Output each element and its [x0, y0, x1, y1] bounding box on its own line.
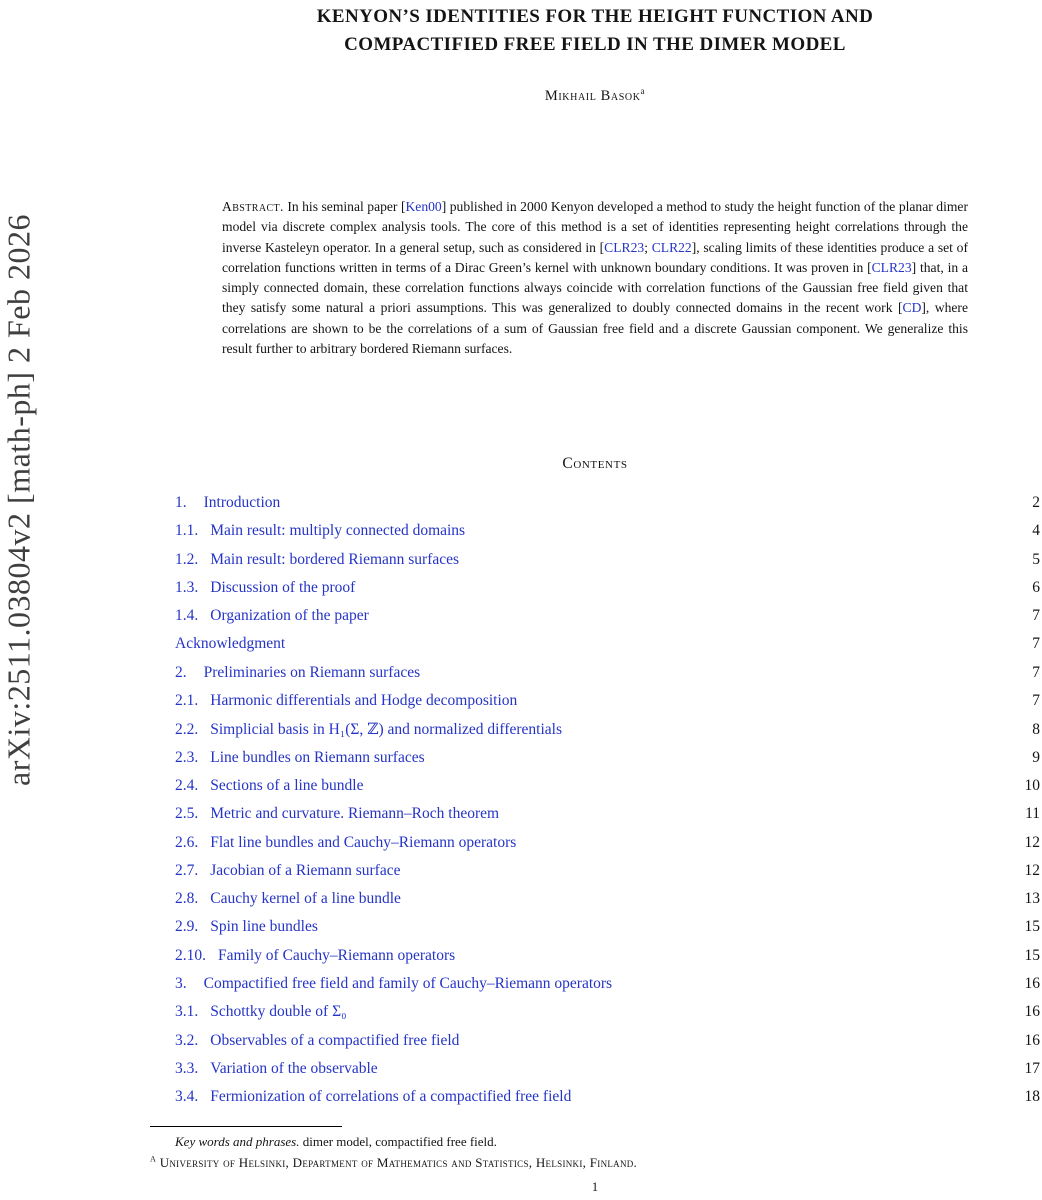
toc-entry-number: 1.2.	[175, 550, 199, 568]
toc-entry-link[interactable]	[175, 720, 562, 739]
toc-entry-title: Discussion of the proof	[210, 578, 356, 596]
toc-entry-link[interactable]	[175, 579, 355, 597]
toc-entry-link[interactable]	[175, 635, 285, 653]
toc-entry-page[interactable]: 16	[1024, 975, 1040, 993]
toc-entry	[175, 834, 1040, 862]
toc-entry-number: 2.4.	[175, 776, 199, 794]
footnote-rule	[150, 1126, 342, 1127]
toc-entry-title: Main result: multiply connected domains	[210, 522, 466, 540]
author-name: Mikhail Basok	[544, 88, 641, 104]
toc-entry-page[interactable]: 11	[1025, 805, 1040, 823]
abstract-label: Abstract.	[222, 199, 284, 214]
abstract	[222, 197, 968, 359]
toc-entry-link[interactable]	[175, 494, 280, 512]
toc-entry	[175, 607, 1040, 635]
toc-entry-title: Main result: bordered Riemann surfaces	[210, 550, 460, 568]
toc-entry-link[interactable]	[175, 1060, 378, 1078]
toc-entry	[175, 1088, 1040, 1116]
toc-entry-link[interactable]	[175, 1032, 459, 1050]
toc-entry-link[interactable]	[175, 692, 517, 710]
page-content	[150, 0, 1040, 1200]
toc-entry-number: 2.8.	[175, 890, 199, 908]
toc-entry-page[interactable]: 8	[1032, 721, 1040, 739]
toc-entry-number: 3.3.	[175, 1059, 199, 1077]
toc-entry-page[interactable]: 7	[1032, 607, 1040, 625]
toc-entry-page[interactable]: 10	[1024, 776, 1040, 794]
toc-entry-number: 2.10.	[175, 946, 206, 964]
toc-entry-link[interactable]	[175, 607, 369, 625]
toc-entry-number: 2.3.	[175, 748, 199, 766]
toc-entry-link[interactable]	[175, 890, 401, 908]
toc-entry-page[interactable]: 7	[1032, 663, 1040, 681]
toc-entry	[175, 522, 1040, 550]
paper-title-line-2: COMPACTIFIED FREE FIELD IN THE DIMER MODEL	[344, 34, 846, 55]
abstract-text-segment: ] that, in a simply connected domain, these correlation functions always coincide with correlation functions of the Gaussian free field given that they satisfy some natural a priori assumptions. This was generalized to doubly connected domains in the recent work [	[222, 259, 968, 316]
abstract-body	[222, 199, 968, 356]
paper-title-line-1: KENYON’S IDENTITIES FOR THE HEIGHT FUNCTION AND	[316, 6, 874, 27]
toc-entry	[175, 720, 1040, 748]
arxiv-stamp: arXiv:2511.03804v2 [math-ph] 2 Feb 2026	[0, 213, 37, 787]
toc-entry-number: 1.	[175, 494, 187, 511]
toc-entry-number: 2.7.	[175, 861, 199, 879]
toc-entry-link[interactable]	[175, 947, 455, 965]
toc-entry-title: Observables of a compactified free field	[210, 1031, 460, 1049]
toc-entry-title: Jacobian of a Riemann surface	[210, 861, 401, 879]
toc-entry	[175, 494, 1040, 522]
toc-entry-page[interactable]: 5	[1032, 550, 1040, 568]
toc-entry-title: Cauchy kernel of a line bundle	[210, 890, 401, 908]
toc-entry-link[interactable]	[175, 918, 318, 936]
abstract-text-segment: In his seminal paper [	[283, 199, 406, 214]
toc-entry-number: 2.6.	[175, 833, 199, 851]
affiliation-marker: A	[150, 1154, 157, 1164]
toc-entry	[175, 664, 1040, 692]
toc-entry-number: 2.5.	[175, 805, 199, 823]
toc-entry	[175, 777, 1040, 805]
toc-entry-title: Acknowledgment	[175, 635, 286, 653]
toc-entry-page[interactable]: 17	[1024, 1059, 1040, 1077]
abstract-text-segment: ;	[644, 239, 652, 255]
toc-entry-title: Harmonic differentials and Hodge decomposition	[210, 692, 518, 710]
toc-entry	[175, 1060, 1040, 1088]
toc-entry-title: Organization of the paper	[210, 607, 369, 625]
toc-entry	[175, 918, 1040, 946]
contents-heading: Contents	[562, 455, 628, 472]
citation-link[interactable]: Ken00	[405, 199, 442, 214]
toc-entry-link[interactable]	[175, 777, 364, 795]
toc-entry-title: Variation of the observable	[210, 1059, 378, 1077]
toc-entry-title: Schottky double of Σ₀	[210, 1003, 347, 1021]
toc-entry-number: 3.2.	[175, 1031, 199, 1049]
toc-entry	[175, 692, 1040, 720]
toc-entry	[175, 749, 1040, 777]
toc-entry-link[interactable]	[175, 1003, 347, 1021]
toc-entry-number: 2.9.	[175, 918, 199, 936]
toc-entry-title: Spin line bundles	[210, 918, 318, 936]
toc-entry-link[interactable]	[175, 551, 459, 569]
toc-entry	[175, 1032, 1040, 1060]
affiliation-line	[150, 1153, 1040, 1173]
citation-link[interactable]: CLR22	[651, 239, 692, 255]
toc-entry-page[interactable]: 7	[1032, 635, 1040, 653]
citation-link[interactable]: CLR23	[604, 239, 645, 255]
abstract-text-segment: ], scaling limits of these identities produce a set of correlation functions written in terms of a Dirac Green’s kernel with unknown boundary conditions. It was proven in [	[222, 239, 968, 275]
toc-entry-page[interactable]: 16	[1024, 1031, 1040, 1049]
toc-entry-link[interactable]	[175, 749, 425, 767]
abstract-text-segment: ], where correlations are shown to be the correlations of a sum of Gaussian free field and a discrete Gaussian component. We generalize this result further to arbitrary bordered Riemann surfaces.	[222, 300, 968, 357]
toc-list	[175, 494, 1040, 1117]
toc-entry-title: Flat line bundles and Cauchy–Riemann operators	[210, 833, 517, 851]
toc-entry-title: Preliminaries on Riemann surfaces	[203, 663, 421, 681]
toc-entry	[175, 805, 1040, 833]
toc-entry-number: 3.1.	[175, 1003, 199, 1021]
toc-entry-page[interactable]: 12	[1024, 861, 1040, 879]
toc-entry	[175, 890, 1040, 918]
author-line	[150, 88, 1040, 105]
keywords-line	[175, 1132, 1040, 1152]
toc-entry-page[interactable]: 7	[1032, 692, 1040, 710]
toc-entry-title: Simplicial basis in H₁(Σ, ℤ) and normalized differentials	[210, 721, 562, 739]
abstract-text-segment: ] published in 2000 Kenyon developed a method to study the height function of the planar dimer model via discrete complex analysis tools. The core of this method is a set of identities representing height correlations through the inverse Kasteleyn operator. In a general setup, such as considered in [	[222, 199, 968, 255]
toc-entry-number: 1.3.	[175, 578, 199, 596]
toc-entry-page[interactable]: 15	[1024, 918, 1040, 936]
toc-entry-title: Line bundles on Riemann surfaces	[210, 748, 425, 766]
toc-entry-page[interactable]: 4	[1032, 522, 1040, 540]
toc-entry-title: Family of Cauchy–Riemann operators	[218, 946, 456, 964]
toc-entry-link[interactable]	[175, 805, 499, 823]
toc-entry-page[interactable]: 2	[1032, 494, 1040, 511]
toc-entry-number: 1.1.	[175, 522, 199, 540]
toc-entry-number: 3.	[175, 975, 187, 993]
toc-entry	[175, 975, 1040, 1003]
toc-entry-number: 2.2.	[175, 721, 199, 739]
paper-title	[150, 0, 1040, 59]
toc-entry-link[interactable]	[175, 1088, 571, 1106]
toc-entry-title: Compactified free field and family of Cauchy–Riemann operators	[203, 975, 613, 993]
toc-entry-link[interactable]	[175, 522, 465, 540]
toc-entry	[175, 551, 1040, 579]
toc-entry-number: 2.	[175, 663, 187, 681]
affiliation-text: University of Helsinki, Department of Mathematics and Statistics, Helsinki, Finland.	[159, 1154, 638, 1170]
toc-entry-title: Metric and curvature. Riemann–Roch theorem	[210, 805, 500, 823]
toc-entry-page[interactable]: 9	[1032, 748, 1040, 766]
toc-entry	[175, 947, 1040, 975]
toc-entry	[175, 862, 1040, 890]
author-footnote-marker[interactable]: a	[640, 86, 646, 97]
toc-entry-title: Introduction	[203, 494, 281, 511]
toc-entry-title: Sections of a line bundle	[210, 776, 364, 794]
toc-entry-number: 2.1.	[175, 692, 199, 710]
toc-entry-number: 3.4.	[175, 1088, 199, 1106]
toc-entry-page[interactable]: 6	[1032, 578, 1040, 596]
toc-entry-link[interactable]	[175, 834, 516, 852]
citation-link[interactable]: CLR23	[871, 259, 912, 275]
citation-link[interactable]: CD	[902, 300, 922, 316]
keywords-label: Key words and phrases.	[175, 1134, 300, 1149]
page-number: 1	[591, 1180, 599, 1194]
footnote-area	[150, 1126, 1040, 1172]
toc-entry-page[interactable]: 13	[1024, 890, 1040, 908]
toc-entry-title: Fermionization of correlations of a compactified free field	[210, 1088, 572, 1106]
toc-entry-page[interactable]: 16	[1024, 1003, 1040, 1021]
toc-entry-page[interactable]: 18	[1024, 1088, 1040, 1106]
toc-entry	[175, 635, 1040, 663]
toc-entry-link[interactable]	[175, 975, 612, 993]
toc-entry-link[interactable]	[175, 862, 400, 880]
toc-entry-link[interactable]	[175, 664, 420, 682]
keywords-text: dimer model, compactified free field.	[302, 1134, 497, 1149]
toc-entry	[175, 579, 1040, 607]
toc-entry	[175, 1003, 1040, 1031]
toc-entry-number: 1.4.	[175, 607, 199, 625]
toc-entry-page[interactable]: 15	[1024, 946, 1040, 964]
toc-entry-page[interactable]: 12	[1024, 833, 1040, 851]
